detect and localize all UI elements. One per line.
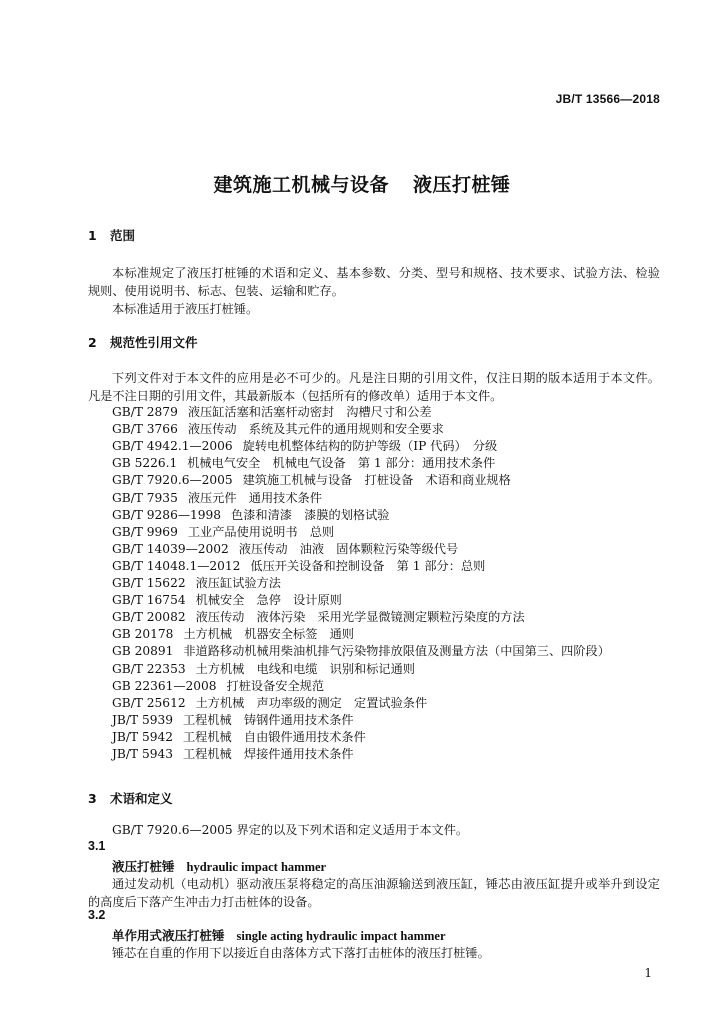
section-title: 规范性引用文件 bbox=[110, 335, 198, 350]
reference-title: 工程机械 铸钢件通用技术条件 bbox=[182, 712, 354, 727]
reference-item bbox=[112, 420, 444, 438]
reference-item bbox=[112, 745, 354, 763]
reference-code: JB/T 5939 bbox=[112, 712, 173, 727]
scope-paragraph-2: 本标准适用于液压打桩锤。 bbox=[112, 302, 259, 316]
term-heading bbox=[112, 857, 326, 875]
reference-title: 液压缸试验方法 bbox=[195, 576, 281, 590]
reference-title: 机械安全 急停 设计原则 bbox=[195, 593, 342, 608]
references-intro: 下列文件对于本文件的应用是必不可少的。凡是注日期的引用文件，仅注日期的版本适用于本文件。凡是不注日期的引用文件，其最新版本（包括所有的修改单）适用于本文件。 bbox=[88, 371, 660, 403]
reference-item bbox=[112, 591, 342, 609]
reference-item bbox=[112, 677, 324, 695]
reference-code: GB/T 25612 bbox=[112, 695, 186, 710]
reference-title: 土方机械 电线和电缆 识别和标记通则 bbox=[195, 661, 415, 676]
reference-code: GB/T 9969 bbox=[112, 524, 178, 539]
reference-title: 工程机械 焊接件通用技术条件 bbox=[182, 747, 354, 761]
scope-paragraph-1: 本标准规定了液压打桩锤的术语和定义、基本参数、分类、型号和规格、技术要求、试验方法、检验规则、使用说明书、标志、包装、运输和贮存。 bbox=[88, 266, 660, 298]
reference-title: 旋转电机整体结构的防护等级（IP 代码） 分级 bbox=[242, 439, 498, 454]
reference-item bbox=[112, 471, 511, 489]
terms-intro: GB/T 7920.6—2005 界定的以及下列术语和定义适用于本文件。 bbox=[112, 823, 469, 837]
reference-code: GB/T 14039—2002 bbox=[112, 541, 229, 556]
reference-code: GB 5226.1 bbox=[112, 456, 178, 471]
reference-code: JB/T 5943 bbox=[112, 747, 173, 761]
section-title: 范围 bbox=[110, 228, 136, 243]
page-number: 1 bbox=[644, 966, 652, 980]
reference-item bbox=[112, 540, 458, 558]
term-number: 3.1 bbox=[88, 839, 106, 853]
reference-item bbox=[112, 557, 485, 575]
reference-title: 土方机械 声功率级的测定 定置试验条件 bbox=[195, 695, 428, 710]
reference-code: GB/T 2879 bbox=[112, 405, 178, 419]
standard-number: JB/T 13566—2018 bbox=[555, 92, 660, 106]
reference-title: 非道路移动机械用柴油机排气污染物排放限值及测量方法（中国第三、四阶段） bbox=[183, 644, 610, 659]
reference-item bbox=[112, 660, 415, 678]
reference-item bbox=[112, 403, 432, 421]
reference-item bbox=[112, 728, 366, 746]
reference-title: 机械电气安全 机械电气设备 第 1 部分：通用技术条件 bbox=[187, 456, 496, 471]
reference-code: JB/T 5942 bbox=[112, 729, 173, 744]
reference-title: 液压缸活塞和活塞杆动密封 沟槽尺寸和公差 bbox=[187, 405, 432, 419]
reference-item bbox=[112, 454, 495, 472]
reference-item bbox=[112, 506, 389, 524]
term-en: hydraulic impact hammer bbox=[186, 860, 327, 874]
reference-item bbox=[112, 608, 525, 626]
reference-title: 打桩设备安全规范 bbox=[226, 678, 325, 693]
term-zh: 单作用式液压打桩锤 bbox=[112, 928, 225, 943]
section-number: 1 bbox=[88, 228, 97, 243]
term-zh: 液压打桩锤 bbox=[112, 859, 175, 874]
reference-item bbox=[112, 523, 334, 541]
section-2-heading bbox=[88, 333, 198, 351]
reference-item bbox=[112, 489, 322, 507]
reference-title: 液压传动 液体污染 采用光学显微镜测定颗粒污染度的方法 bbox=[195, 610, 525, 625]
reference-item bbox=[112, 625, 354, 643]
reference-code: GB/T 7935 bbox=[112, 490, 178, 505]
reference-code: GB/T 20082 bbox=[112, 610, 186, 625]
reference-code: GB/T 15622 bbox=[112, 576, 186, 590]
reference-title: 建筑施工机械与设备 打桩设备 术语和商业规格 bbox=[242, 473, 511, 488]
reference-code: GB/T 4942.1—2006 bbox=[112, 439, 233, 454]
term-en: single acting hydraulic impact hammer bbox=[236, 929, 446, 943]
term-definition: 锤芯在自重的作用下以接近自由落体方式下落打击桩体的液压打桩锤。 bbox=[112, 946, 490, 960]
reference-item bbox=[112, 694, 427, 712]
section-title: 术语和定义 bbox=[110, 791, 173, 806]
reference-code: GB/T 7920.6—2005 bbox=[112, 473, 233, 488]
reference-item bbox=[112, 642, 610, 660]
reference-title: 液压元件 通用技术条件 bbox=[187, 490, 322, 505]
reference-title: 工程机械 自由锻件通用技术条件 bbox=[182, 729, 366, 744]
reference-code: GB 20891 bbox=[112, 644, 174, 659]
reference-code: GB 20178 bbox=[112, 627, 174, 642]
reference-item bbox=[112, 711, 354, 729]
reference-code: GB/T 14048.1—2012 bbox=[112, 558, 241, 573]
section-3-heading bbox=[88, 789, 173, 807]
reference-title: 液压传动 系统及其元件的通用规则和安全要求 bbox=[187, 422, 444, 437]
section-1-heading bbox=[88, 226, 135, 244]
reference-title: 土方机械 机器安全标签 通则 bbox=[183, 627, 354, 642]
reference-item bbox=[112, 574, 281, 592]
reference-code: GB/T 16754 bbox=[112, 593, 186, 608]
term-definition: 通过发动机（电动机）驱动液压泵将稳定的高压油源输送到液压缸，锤芯由液压缸提升或举升到设定的高度后下落产生冲击力打击桩体的设备。 bbox=[88, 877, 660, 909]
reference-title: 液压传动 油液 固体颗粒污染等级代号 bbox=[238, 541, 459, 556]
title-part-1: 建筑施工机械与设备 bbox=[213, 174, 389, 196]
term-heading bbox=[112, 926, 446, 944]
reference-item bbox=[112, 437, 497, 455]
section-number: 2 bbox=[88, 335, 97, 350]
title-part-2: 液压打桩锤 bbox=[413, 174, 511, 196]
reference-title: 色漆和清漆 漆膜的划格试验 bbox=[231, 507, 390, 522]
reference-code: GB 22361—2008 bbox=[112, 678, 217, 693]
section-number: 3 bbox=[88, 791, 97, 806]
document-title bbox=[0, 170, 724, 197]
reference-code: GB/T 3766 bbox=[112, 422, 178, 437]
term-number: 3.2 bbox=[88, 908, 106, 922]
reference-code: GB/T 22353 bbox=[112, 661, 186, 676]
reference-title: 低压开关设备和控制设备 第 1 部分：总则 bbox=[250, 558, 486, 573]
reference-title: 工业产品使用说明书 总则 bbox=[187, 524, 335, 539]
reference-code: GB/T 9286—1998 bbox=[112, 507, 222, 522]
